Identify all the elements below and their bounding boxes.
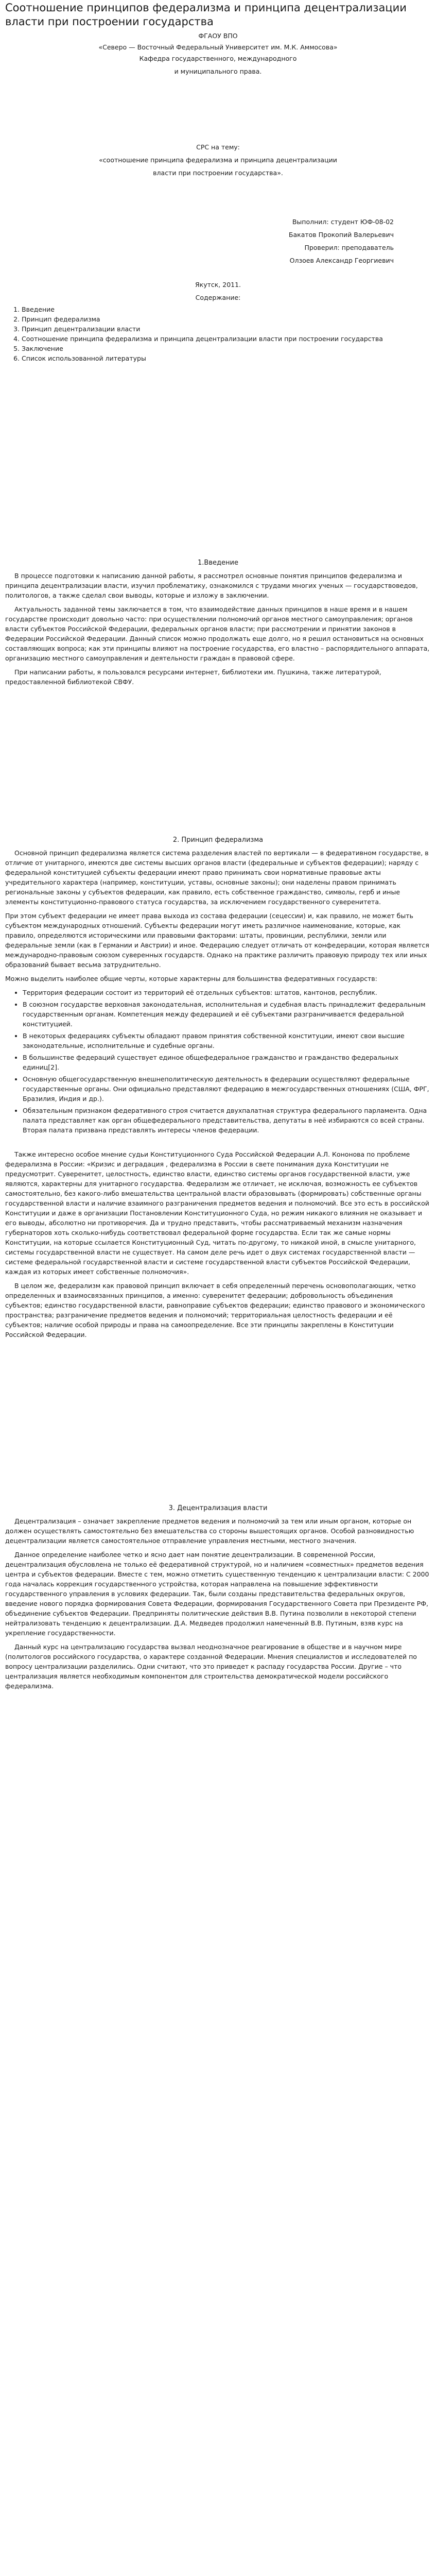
checked-label: Проверил: преподаватель <box>304 244 394 251</box>
decentralization-paragraph: Данное определение наиболее четко и ясно дает нам понятие децентрализации. В современной России, децентрализация обусловлена не только её федеративной структурой, но и наличием «совместных» предметов ведения центра и субъектов федерации. Вместе с тем, можно отметить существенную тенденцию к централизации власти: С 2000 года началась коррекция государственного устройства, которая направлена на повышение эффективности государственного управления в условиях федерации. Так, были созданы представительства федеральных округов, введение нового порядка формирования Совета Федерации, формирования Государственного Совета при Президенте РФ, объединение субъектов Федерации. Предприняты политические действия В.В. Путина позволили в некоторой степени нейтрализовать тенденцию к децентрализации. Д.А. Медведев продолжил намеченный В.В. Путиным, взяв курс на укрепление государственности. <box>5 1551 429 1637</box>
intro-paragraph: В процессе подготовки к написанию данной работы, я рассмотрел основные понятия принципов федерализма и принципа децентрализации власти, изучил проблематику, ознакомился с трудами многих ученых — государствоведов, политологов, а также сделал свои выводы, которые и изложу в заключении. <box>5 572 418 599</box>
toc-item[interactable]: 5. Заключение <box>22 344 431 353</box>
list-item: • В большинстве федераций существует единое общефедеральное гражданство и гражданство федеральных единиц[2]. <box>23 1053 431 1072</box>
intro-section <box>5 559 431 687</box>
header-line-1: ФГАОУ ВПО <box>198 32 238 40</box>
decentralization-paragraph: Децентрализация – означает закрепление предметов ведения и полномочий за тем или иным органом, которые он должен осуществлять самостоятельно без вмешательства со стороны вышестоящих органов. Особой разновидностью децентрализации является самостоятельное отправление управления местными, местного значения. <box>5 1517 414 1545</box>
federalism-paragraph: Также интересно особое мнение судьи Конституционного Суда Российской Федерации А.Л. Кононова по проблеме федерализма в России: «Кризис и деградация , федерализма в России в свете понимания духа Конституции не предусмотрит. Суверенитет, целостность, единство власти, единство системы органов государственной власти, уже являются, характерны для унитарного государства. Федерализм же отличает, не исключая, возможность ее субъектов самостоятельно, без какого-либо вмешательства центральной власти образовывать (формировать) собственные органы государственной власти и наличие взаимного разграничения предметов ведения и полномочий. Все это есть в российской Конституции и даже в организации Постановлении Конституционного Суда, но режим никакого влияния не оказывает и его выводы, абсолютно ни противоречия. Да и трудно представить, чтобы рассматриваемый механизм назначения губернаторов хоть сколько-нибудь соответствовал федеральной форме государства. Если так же самые нормы Конституции, на которые ссылается Конституционный Суд, читать по-другому, то никакой иной, в смысле унитарного, системы государственной власти не существует. На самом деле речь идет о двух системах государственной власти — системе федеральной государственной власти и системе государственной власти субъектов Российской Федерации, каждая из которых имеет собственные полномочия». <box>5 1150 429 1276</box>
document-title: Соотношение принципов федерализма и принципа децентрализации власти при построении государства <box>5 2 407 28</box>
federalism-paragraph: При этом субъект федерации не имеет права выхода из состава федерации (сецессии) и, как правило, не может быть субъектом международных отношений. Субъекты федерации могут иметь различное наименование, которые, как правило, определяются историческими или правовыми факторами: штаты, провинции, республики, земли или федеральные земли (как в Германии и Австрии) и иное. Федерацию следует отличать от конфедерации, которая является международно-правовым союзом суверенных государств. Однако на практике различить правовую природу тех или иных образований бывает весьма затруднительно. <box>5 912 429 969</box>
federation-features-list <box>5 988 431 1135</box>
author-line-1: Выполнил: студент ЮФ-08-02 <box>292 218 394 226</box>
intro-paragraph: Актуальность заданной темы заключается в том, что взаимодействие данных принципов в наше время и в нашем государстве происходит довольно часто: при осуществлении полномочий органов местного самоуправления; органов власти субъектов Российской Федерации, федеральных органов власти; при рассмотрении и принятии законов в Федерации Российской Федерации. Данный список можно продолжать еще долго, но я решил остановиться на основных составляющих вопроса; как эти принципы влияют на построение государства, его властно – распорядительного аппарата, организацию местного самоуправления и деятельности граждан в правовой сфере. <box>5 605 430 662</box>
toc-item[interactable]: 1. Введение <box>22 304 431 314</box>
srs-label: СРС на тему: <box>196 143 240 151</box>
decentralization-heading: 3. Децентрализация власти <box>168 1504 268 1512</box>
intro-heading: 1.Введение <box>198 559 238 567</box>
federalism-section <box>5 836 431 1340</box>
author-block <box>5 217 431 265</box>
table-of-contents <box>5 304 431 363</box>
decentralization-section <box>5 1504 431 1691</box>
federalism-heading: 2. Принцип федерализма <box>172 836 264 844</box>
intro-paragraph: При написании работы, я пользовался ресурсами интернет, библиотеки им. Пушкина, также литературой, предоставленной библиотекой СВФУ. <box>5 668 381 686</box>
author-line-2: Бакатов Прокопий Валерьевич <box>288 231 394 239</box>
teacher-name: Олзоев Александр Георгиевич <box>289 257 394 264</box>
contents-heading: Содержание: <box>195 294 241 301</box>
toc-item[interactable]: 6. Список использованной литературы <box>22 353 431 363</box>
federalism-paragraph: Основной принцип федерализма является система разделения властей по вертикали — в федеративном государстве, в отличие от унитарного, имеются две системы высших органов власти (федеральные и субъектов федерации); наряду с федеральной конституцией субъекты федерации имеют право принимать свои нормативные правовые акты учредительного характера (например, конституции, уставы, основные законы); они наделены правом принимать региональные законы у субъектов федерации, как правило, есть собственное гражданство, символы, герб и иные элементы конституционно-правового статуса государства, за исключением государственного суверенитета. <box>5 849 429 906</box>
list-item: • Обязательным признаком федеративного строя считается двухпалатная структура федерального парламента. Одна палата представляет как орган общефедерального представительства, депутаты в неё избираются со всей страны. Вторая палата призвана представлять интересы членов федерации. <box>23 1106 431 1135</box>
list-item: • В некоторых федерациях субъекты обладают правом принятия собственной конституции, имеют свои высшие законодательные, исполнительные и судебные органы. <box>23 1031 431 1050</box>
list-item: • В союзном государстве верховная законодательная, исполнительная и судебная власть принадлежит федеральным государственным органам. Компетенция между федерацией и её субъектами разграничивается федеральной конституцией. <box>23 999 431 1029</box>
topic-line-1: «соотношение принципа федерализма и принципа децентрализации <box>99 156 337 164</box>
university-header <box>5 31 431 76</box>
header-line-3: Кафедра государственного, международного <box>139 55 297 62</box>
toc-item[interactable]: 3. Принцип децентрализации власти <box>22 324 431 334</box>
list-item: • Территория федерации состоит из территорий её отдельных субъектов: штатов, кантонов, республик. <box>23 988 431 997</box>
federalism-paragraph: Можно выделить наиболее общие черты, которые характерны для большинства федеративных государств: <box>5 975 377 982</box>
header-line-4: и муниципального права. <box>174 67 262 75</box>
toc-item[interactable]: 4. Соотношение принципа федерализма и принципа децентрализации власти при построении государства <box>22 334 431 344</box>
topic-line-2: власти при построении государства». <box>153 169 283 177</box>
federalism-paragraph: В целом же, федерализм как правовой принцип включает в себя определенный перечень основополагающих, четко определенных и взаимосвязанных принципов, а именно: суверенитет федерации; добровольность объединения субъектов; единство государственной власти, равноправие субъектов федерации; единство правового и экономического пространства; разграничение предметов ведения и полномочий; территориальная целостность федерации и её субъектов; наличие особой природы и права на самоопределение. Все эти принципы закреплены в Конституции Российской Федерации. <box>5 1282 425 1338</box>
city-year: Якутск, 2011. <box>195 281 241 289</box>
header-line-2: «Северо — Восточный Федеральный Университет им. М.К. Аммосова» <box>98 43 338 51</box>
toc-item[interactable]: 2. Принцип федерализма <box>22 314 431 324</box>
decentralization-paragraph: Данный курс на централизацию государства вызвал неоднозначное реагирование в обществе и в научном мире (политологов российского государства, о характере созданной Федерации. Мнения специалистов и исследователей по вопросу централизации разделились. Одни считают, что это приведет к распаду государства России. Другие – что централизация является необходимым компонентом для строительства демократической модели российского федерализма. <box>5 1643 417 1690</box>
work-topic <box>5 142 431 178</box>
list-item: • Основную общегосударственную внешнеполитическую деятельность в федерации осуществляют федеральные государственные органы. Они официально представляют федерацию в межгосударственных отношениях (США, ФРГ, Бразилия, Индия и др.). <box>23 1074 431 1104</box>
